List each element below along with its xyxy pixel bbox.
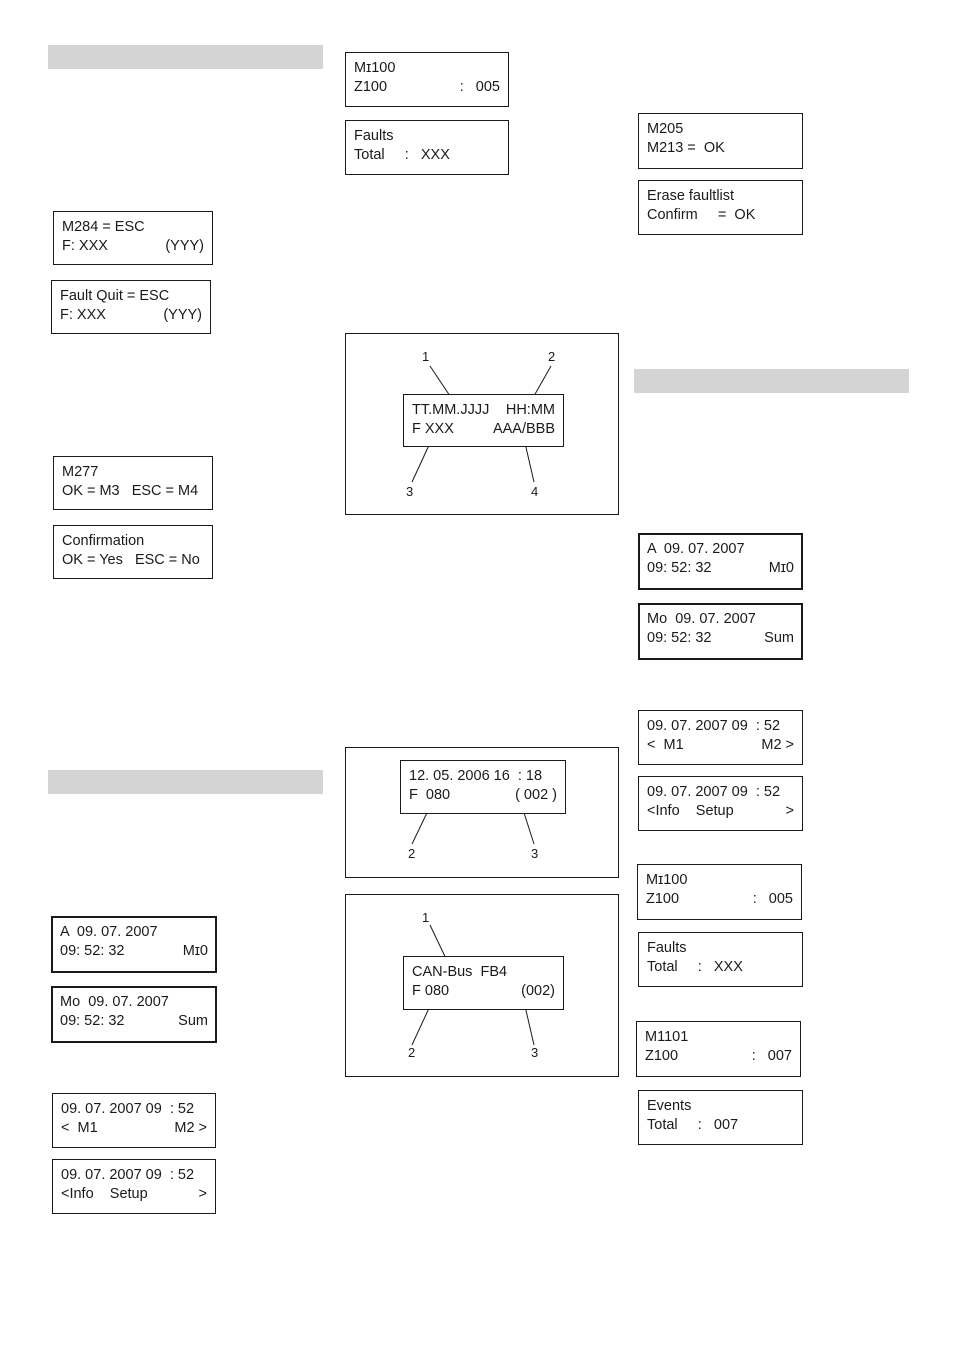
lcd-line-1: TT.MM.JJJJ (412, 402, 490, 418)
lcd-display-m1100: Mɪ100 Z100 : 005 (637, 864, 802, 920)
lcd-display-m205 (638, 113, 803, 169)
lcd-line-1: Mo 09. 07. 2007 (647, 611, 756, 627)
lcd-display-status-a: A 09. 07. 2007 09: 52: 32 Mɪ0 (638, 533, 803, 590)
lcd-line-1: CAN-Bus FB4 (412, 964, 508, 980)
lcd-display-status-mo: Mo 09. 07. 2007 09: 52: 32 Sum (638, 603, 803, 660)
lcd-display-fault-format: TT.MM.JJJJ HH:MM F XXX AAA/BBB (403, 394, 564, 447)
callout-number: 1 (422, 349, 430, 364)
callout-number: 2 (408, 846, 416, 861)
lcd-line-1: 12. 05. 2006 16 : 18 (409, 768, 543, 784)
lcd-line-2: 09: 52: 32 (60, 943, 125, 959)
section-header-bar (634, 369, 909, 393)
lcd-line-1: Events (647, 1098, 692, 1114)
lcd-line-2: Z100 (354, 79, 388, 95)
lcd-line-2: F: XXX (62, 238, 108, 254)
lcd-line-2: OK = Yes ESC = No (62, 552, 200, 568)
section-header-bar (48, 770, 323, 794)
lcd-line-2: 09: 52: 32 (647, 630, 712, 646)
lcd-line-2: F 080 (412, 983, 450, 999)
lcd-line-2: 09: 52: 32 (60, 1013, 125, 1029)
lcd-line-2: Z100 (646, 891, 680, 907)
lcd-display-fault-example: 12. 05. 2006 16 : 18 F 080 ( 002 ) (400, 760, 566, 814)
lcd-display-events-total (638, 1090, 803, 1145)
lcd-line-2: < M1 (61, 1120, 98, 1136)
lcd-line-1: 09. 07. 2007 09 : 52 (647, 784, 781, 800)
lcd-line-1: Mo 09. 07. 2007 (60, 994, 169, 1010)
lcd-line-1: 09. 07. 2007 09 : 52 (61, 1101, 195, 1117)
lcd-line-2: F: XXX (60, 307, 106, 323)
lcd-line-1: M277 (62, 464, 99, 480)
callout-number: 2 (548, 349, 556, 364)
lcd-line-1: 09. 07. 2007 09 : 52 (647, 718, 781, 734)
lcd-line-2: Total : XXX (647, 959, 743, 975)
callout-number: 4 (531, 484, 539, 499)
lcd-line-2: <Info Setup (647, 803, 734, 819)
callout-number: 2 (408, 1045, 416, 1060)
lcd-line-1: Fault Quit = ESC (60, 288, 170, 304)
lcd-line-2: M213 = OK (647, 140, 725, 156)
callout-number: 3 (531, 1045, 539, 1060)
lcd-line-2: Total : 007 (647, 1117, 739, 1133)
lcd-display-faults-total (345, 120, 509, 175)
lcd-display-status-a: A 09. 07. 2007 09: 52: 32 Mɪ0 (51, 916, 217, 973)
lcd-display-confirmation (53, 525, 213, 579)
lcd-display-canbus: CAN-Bus FB4 F 080 (002) (403, 956, 564, 1010)
lcd-display-m1101: M1101 Z100 : 007 (636, 1021, 801, 1077)
lcd-line-2: F XXX (412, 421, 454, 437)
lcd-line-1: Faults (647, 940, 687, 956)
lcd-line-1: Mɪ100 (354, 60, 396, 76)
figure-canbus (345, 894, 619, 1077)
lcd-line-1: Erase faultlist (647, 188, 735, 204)
callout-number: 1 (422, 910, 430, 925)
lcd-line-1: A 09. 07. 2007 (647, 541, 745, 557)
lcd-line-2: F 080 (409, 787, 451, 803)
lcd-line-2: < M1 (647, 737, 684, 753)
figure-fault-example (345, 747, 619, 878)
lcd-display-faults-total (638, 932, 803, 987)
lcd-line-1: M205 (647, 121, 684, 137)
lcd-line-1: 09. 07. 2007 09 : 52 (61, 1167, 195, 1183)
lcd-line-2: OK = M3 ESC = M4 (62, 483, 199, 499)
lcd-display-date-m1-m2: 09. 07. 2007 09 : 52 < M1 M2 > (52, 1093, 216, 1148)
lcd-display-fault-quit: Fault Quit = ESC F: XXX (YYY) (51, 280, 211, 334)
figure-fault-format (345, 333, 619, 515)
lcd-line-2: 09: 52: 32 (647, 560, 712, 576)
lcd-line-1: Confirmation (62, 533, 145, 549)
lcd-display-erase-faultlist (638, 180, 803, 235)
lcd-display-m277 (53, 456, 213, 510)
lcd-line-1: M284 = ESC (62, 219, 145, 235)
lcd-display-m284: M284 = ESC F: XXX (YYY) (53, 211, 213, 265)
lcd-line-1: M1101 (645, 1029, 689, 1045)
section-header-bar (48, 45, 323, 69)
lcd-line-1: A 09. 07. 2007 (60, 924, 158, 940)
lcd-line-2: <Info Setup (61, 1186, 148, 1202)
lcd-display-status-mo: Mo 09. 07. 2007 09: 52: 32 Sum (51, 986, 217, 1043)
lcd-display-m1100: Mɪ100 Z100 : 005 (345, 52, 509, 107)
lcd-line-1: Faults (354, 128, 394, 144)
lcd-display-date-info-setup: 09. 07. 2007 09 : 52 <Info Setup > (638, 776, 803, 831)
lcd-display-date-info-setup: 09. 07. 2007 09 : 52 <Info Setup > (52, 1159, 216, 1214)
lcd-line-1: Mɪ100 (646, 872, 688, 888)
lcd-line-2: Confirm = OK (647, 207, 756, 223)
lcd-line-2: Total : XXX (354, 147, 450, 163)
lcd-display-date-m1-m2: 09. 07. 2007 09 : 52 < M1 M2 > (638, 710, 803, 765)
callout-number: 3 (531, 846, 539, 861)
callout-number: 3 (406, 484, 414, 499)
lcd-line-2: Z100 (645, 1048, 679, 1064)
